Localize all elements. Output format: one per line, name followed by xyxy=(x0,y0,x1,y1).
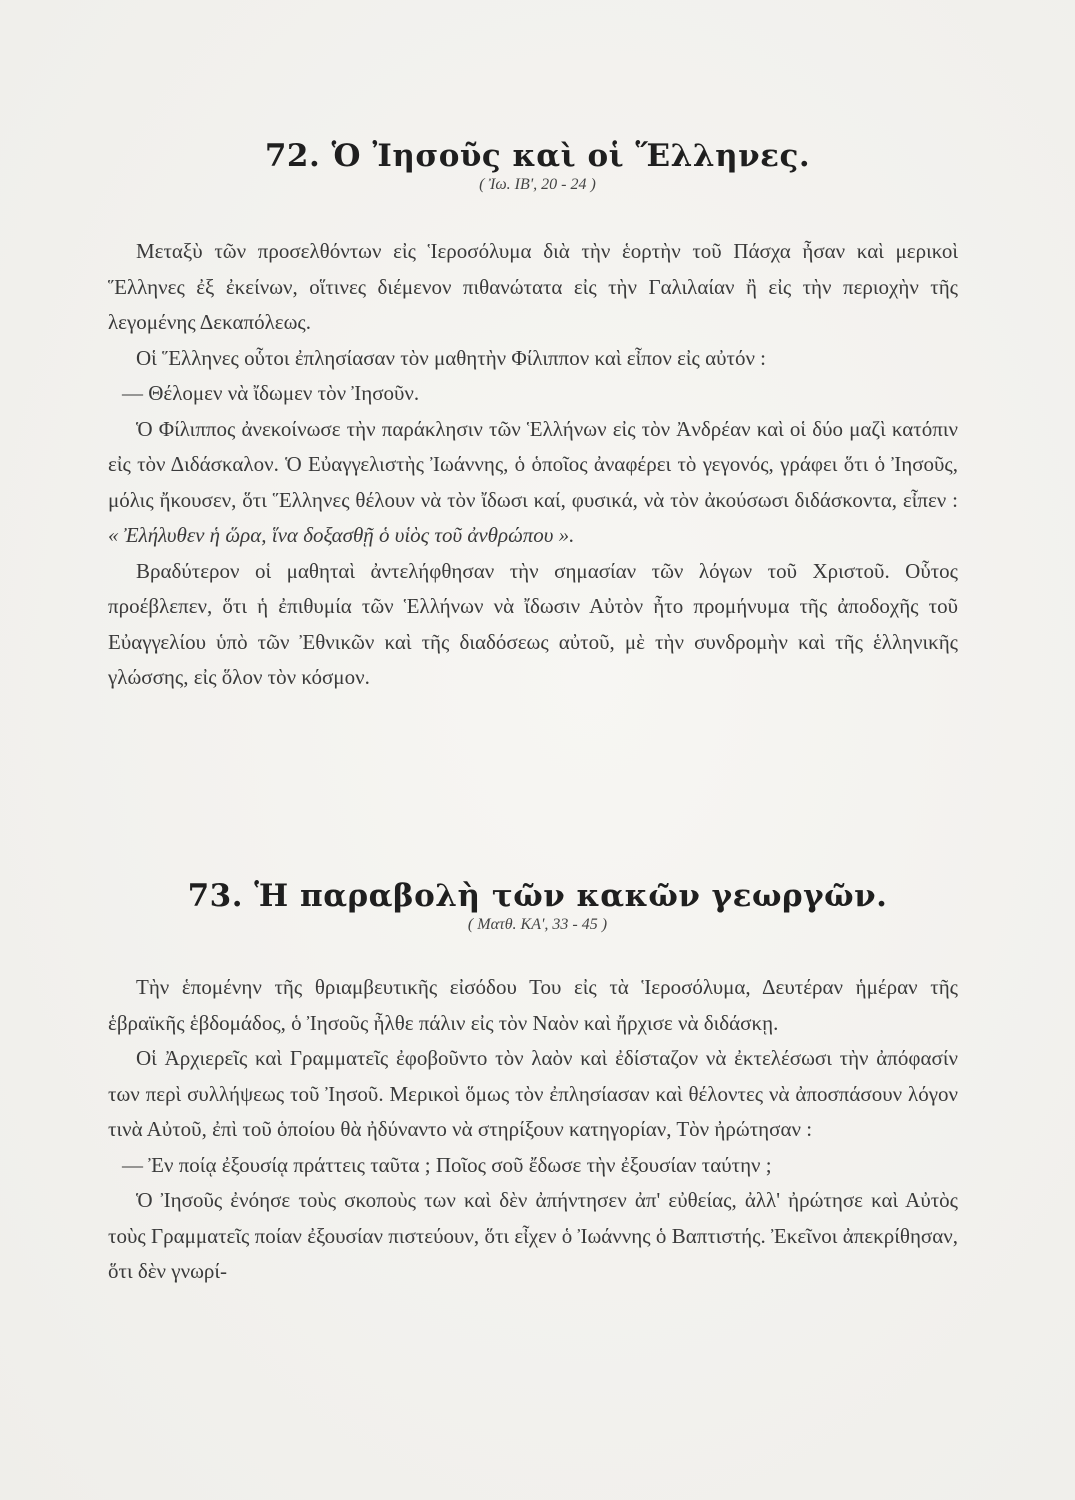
section-73-reference: ( Ματθ. ΚΑ', 33 - 45 ) xyxy=(467,916,608,933)
paragraph: Οἱ Ἀρχιερεῖς καὶ Γραμματεῖς ἐφοβοῦντο τὸν λαὸν καὶ ἐδίσταζον νὰ ἐκτελέσωσι τὴν ἀπόφασίν των περὶ συλλήψεως τοῦ Ἰησοῦ. Μερικοὶ ὅμως τὸν ἐπλησίασαν καὶ θέλοντες νὰ ἀποσπάσουν λόγον τινὰ Αὐτοῦ, ἐπὶ τοῦ ὁποίου θὰ ἠδύναντο νὰ στηρίξουν κατηγορίαν, Τὸν ἠρώτησαν : xyxy=(108,1046,958,1141)
paragraph: Τὴν ἑπομένην τῆς θριαμβευτικῆς εἰσόδου Του εἰς τὰ Ἱεροσόλυμα, Δευτέραν ἡμέραν τῆς ἑβραϊκῆς ἑβδομάδος, ὁ Ἰησοῦς ἦλθε πάλιν εἰς τὸν Ναὸν καὶ ἤρχισε νὰ διδάσκῃ. xyxy=(108,975,958,1035)
section-73-title: 73. Ἡ παραβολὴ τῶν κακῶν γεωργῶν. xyxy=(187,878,888,914)
paragraph: Βραδύτερον οἱ μαθηταὶ ἀντελήφθησαν τὴν σημασίαν τῶν λόγων τοῦ Χριστοῦ. Οὗτος προέβλεπεν, ὅτι ἡ ἐπιθυμία τῶν Ἑλλήνων νὰ ἴδωσιν Αὐτὸν ἦτο προμήνυμα τῆς ἀποδοχῆς τοῦ Εὐαγγελίου ὑπὸ τῶν Ἐθνικῶν καὶ τῆς διαδόσεως αὐτοῦ, μὲ τὴν συνδρομὴν καὶ τῆς ἑλληνικῆς γλώσσης, εἰς ὅλον τὸν κόσμον. xyxy=(108,558,958,689)
section-73-heading xyxy=(0,878,1075,934)
paragraph: Μεταξὺ τῶν προσελθόντων εἰς Ἱεροσόλυμα διὰ τὴν ἑορτὴν τοῦ Πάσχα ἦσαν καὶ μερικοὶ Ἕλληνες ἐξ ἐκείνων, οἵτινες διέμενον πιθανώτατα εἰς τὴν Γαλιλαίαν ἢ εἰς τὴν περιοχὴν τῆς λεγομένης Δεκαπόλεως. xyxy=(108,239,958,334)
section-73-body xyxy=(108,970,958,1290)
paragraph xyxy=(108,412,958,554)
paragraph: Οἱ Ἕλληνες οὗτοι ἐπλησίασαν τὸν μαθητὴν Φίλιππον καὶ εἶπον εἰς αὐτόν : xyxy=(136,345,767,370)
paragraph: Ὁ Ἰησοῦς ἐνόησε τοὺς σκοποὺς των καὶ δὲν ἀπήντησεν ἀπ' εὐθείας, ἀλλ' ἠρώτησε καὶ Αὐτὸς τοὺς Γραμματεῖς ποίαν ἐξουσίαν πιστεύουν, ὅτι εἶχεν ὁ Ἰωάννης ὁ Βαπτιστής. Ἐκεῖνοι ἀπεκρίθησαν, ὅτι δὲν γνωρί- xyxy=(108,1188,958,1283)
section-72-body xyxy=(108,234,958,696)
paragraph-text: Ὁ Φίλιππος ἀνεκοίνωσε τὴν παράκλησιν τῶν Ἑλλήνων εἰς τὸν Ἀνδρέαν καὶ οἱ δύο μαζὶ κατόπιν εἰς τὸν Διδάσκαλον. Ὁ Εὐαγγελιστὴς Ἰωάννης, ὁ ὁποῖος ἀναφέρει τὸ γεγονός, γράφει ὅτι ὁ Ἰησοῦς, μόλις ἤκουσεν, ὅτι Ἕλληνες θέλουν νὰ τὸν ἴδωσι καί, φυσικά, νὰ τὸν ἀκούσωσι διδάσκοντα, εἶπεν : xyxy=(108,416,958,512)
section-72-title: 72. Ὁ Ἰησοῦς καὶ οἱ Ἕλληνες. xyxy=(264,138,811,174)
scripture-quote: « Ἐλήλυθεν ἡ ὥρα, ἵνα δοξασθῇ ὁ υἱὸς τοῦ ἀνθρώπου ». xyxy=(108,523,575,547)
section-72-reference: ( Ἰω. ΙΒ', 20 - 24 ) xyxy=(479,176,596,193)
section-72-heading xyxy=(0,138,1075,194)
dialogue-line: — Ἐν ποίᾳ ἐξουσίᾳ πράττεις ταῦτα ; Ποῖος σοῦ ἔδωσε τὴν ἐξουσίαν ταύτην ; xyxy=(122,1152,772,1177)
dialogue-line: — Θέλομεν νὰ ἴδωμεν τὸν Ἰησοῦν. xyxy=(122,381,420,405)
